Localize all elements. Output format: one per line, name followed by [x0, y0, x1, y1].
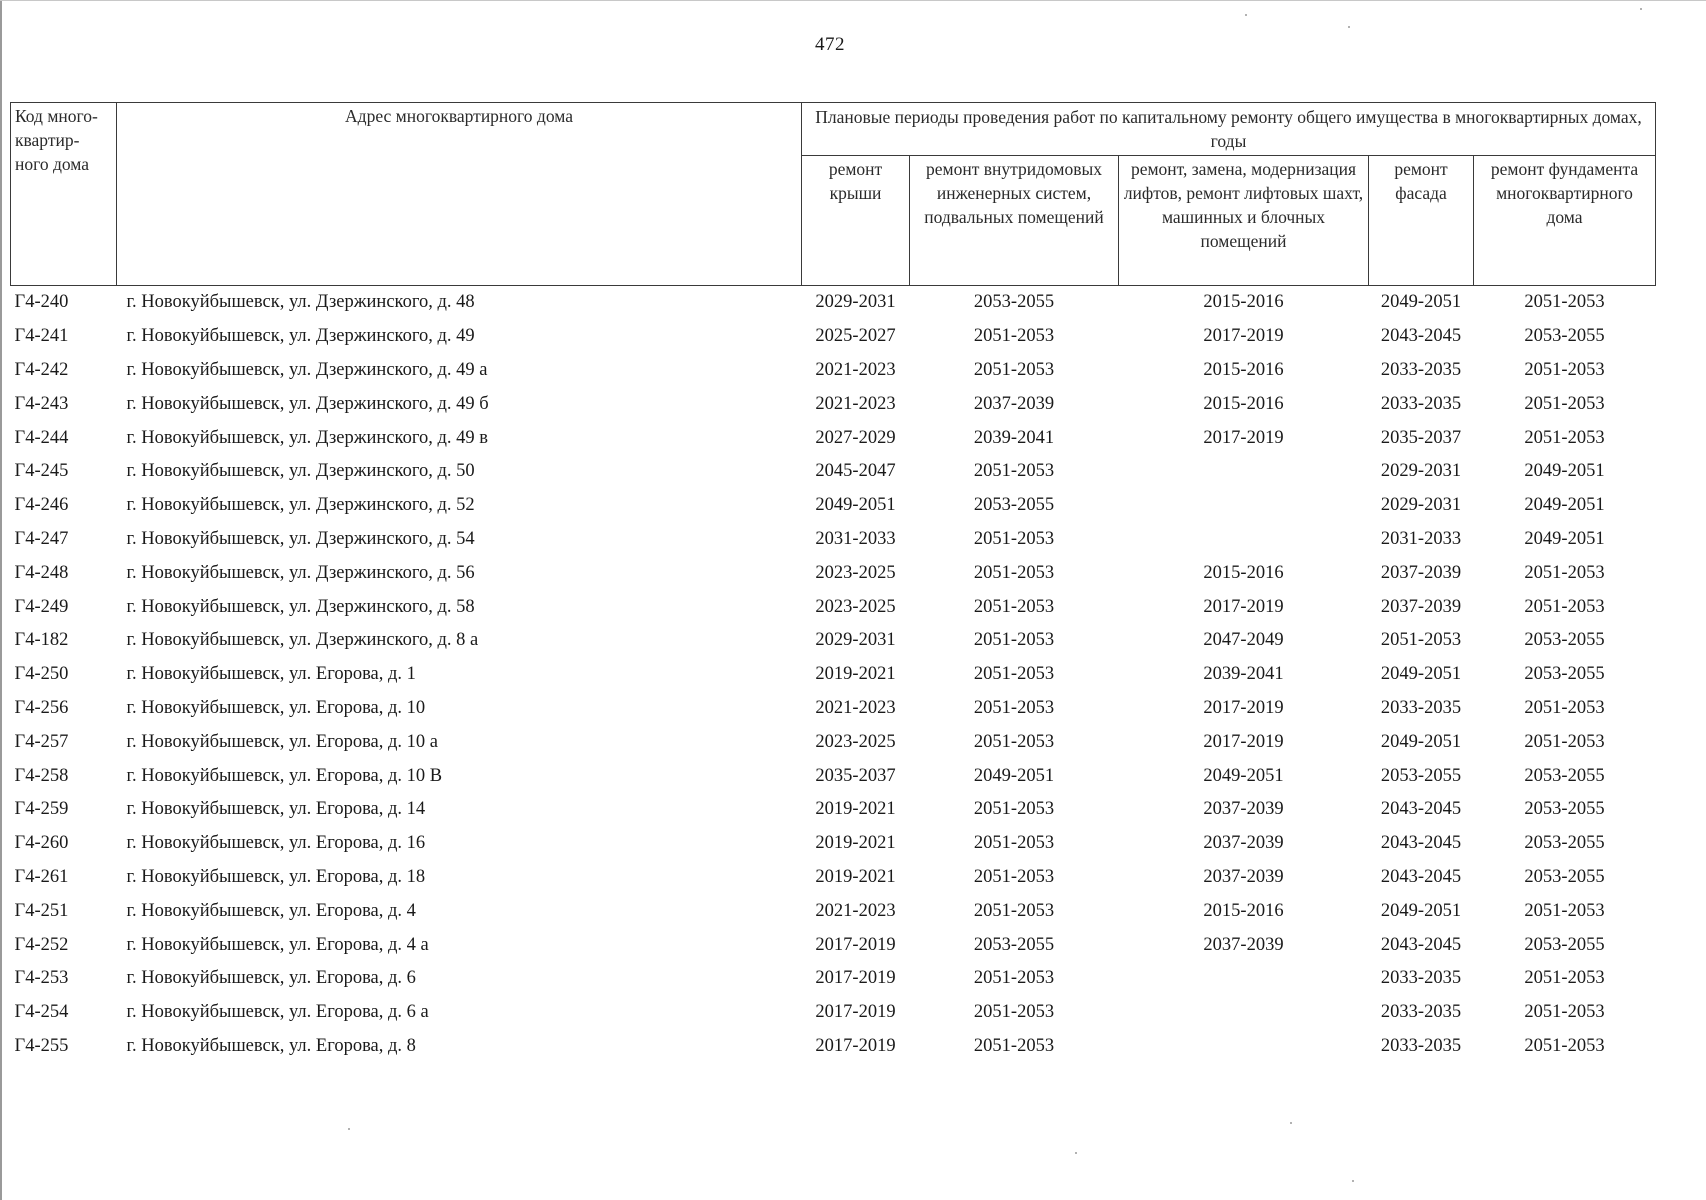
cell-address: г. Новокуйбышевск, ул. Егорова, д. 16 [126, 833, 426, 854]
cell-facade: 2029-2031 [1380, 461, 1462, 482]
table-row [11, 827, 1656, 861]
cell-lifts [1119, 996, 1369, 1030]
scan-speck [348, 1128, 350, 1130]
cell-facade: 2037-2039 [1380, 596, 1462, 617]
cell-lifts: 2037-2039 [1203, 833, 1284, 854]
table-body [11, 286, 1656, 1064]
cell-facade: 2043-2045 [1380, 866, 1462, 887]
cell-facade: 2033-2035 [1380, 359, 1462, 380]
cell-roof: 2017-2019 [815, 1002, 896, 1023]
cell-code: Г4-241 [14, 326, 69, 347]
table-row [11, 894, 1656, 928]
cell-engineering: 2053-2055 [973, 934, 1055, 955]
cell-lifts [1119, 962, 1369, 996]
cell-lifts [1119, 489, 1369, 523]
capital-repair-schedule-table [10, 102, 1656, 1063]
scan-speck [1348, 26, 1350, 28]
cell-facade: 2049-2051 [1380, 664, 1462, 685]
cell-engineering: 2051-2053 [973, 900, 1055, 921]
table-row [11, 928, 1656, 962]
cell-facade: 2043-2045 [1380, 833, 1462, 854]
cell-lifts: 2037-2039 [1203, 799, 1284, 820]
cell-foundation: 2053-2055 [1524, 833, 1605, 854]
cell-roof: 2027-2029 [815, 427, 896, 448]
cell-code: Г4-254 [14, 1002, 69, 1023]
table-row [11, 354, 1656, 388]
table-row [11, 658, 1656, 692]
scan-speck [1640, 8, 1642, 10]
cell-foundation: 2051-2053 [1524, 968, 1605, 989]
cell-lifts: 2017-2019 [1203, 596, 1284, 617]
cell-lifts [1119, 455, 1369, 489]
cell-facade: 2029-2031 [1380, 495, 1462, 516]
cell-lifts: 2015-2016 [1203, 393, 1284, 414]
header-code: Код много-квартир-ного дома [11, 103, 117, 286]
table-row [11, 996, 1656, 1030]
cell-code: Г4-182 [14, 630, 69, 651]
cell-address: г. Новокуйбышевск, ул. Егорова, д. 10 В [126, 765, 443, 786]
cell-engineering: 2051-2053 [973, 697, 1055, 718]
cell-foundation: 2049-2051 [1524, 495, 1605, 516]
table-row [11, 387, 1656, 421]
table-row [11, 861, 1656, 895]
cell-foundation: 2053-2055 [1524, 664, 1605, 685]
cell-roof: 2031-2033 [815, 528, 896, 549]
cell-facade: 2049-2051 [1380, 731, 1462, 752]
table-row [11, 692, 1656, 726]
cell-code: Г4-261 [14, 866, 69, 887]
header-roof: ремонт крыши [802, 156, 910, 286]
table-row [11, 455, 1656, 489]
cell-facade: 2033-2035 [1380, 1002, 1462, 1023]
cell-lifts: 2049-2051 [1203, 765, 1284, 786]
cell-roof: 2021-2023 [815, 900, 896, 921]
table-row [11, 759, 1656, 793]
cell-lifts: 2037-2039 [1203, 866, 1284, 887]
cell-code: Г4-246 [14, 495, 69, 516]
cell-lifts: 2037-2039 [1203, 934, 1284, 955]
cell-roof: 2017-2019 [815, 968, 896, 989]
table-row [11, 489, 1656, 523]
scan-speck [1245, 14, 1247, 16]
cell-roof: 2021-2023 [815, 697, 896, 718]
cell-foundation: 2049-2051 [1524, 528, 1605, 549]
cell-address: г. Новокуйбышевск, ул. Егорова, д. 1 [126, 664, 416, 685]
cell-facade: 2033-2035 [1380, 1035, 1462, 1056]
header-address: Адрес многоквартирного дома [117, 103, 802, 286]
cell-engineering: 2051-2053 [973, 359, 1055, 380]
cell-lifts: 2047-2049 [1203, 630, 1284, 651]
cell-foundation: 2053-2055 [1524, 765, 1605, 786]
cell-roof: 2019-2021 [815, 833, 896, 854]
cell-roof: 2019-2021 [815, 866, 896, 887]
cell-code: Г4-251 [14, 900, 69, 921]
cell-foundation: 2051-2053 [1524, 697, 1605, 718]
scan-speck [1075, 1152, 1077, 1154]
cell-lifts: 2015-2016 [1203, 292, 1284, 313]
cell-lifts: 2015-2016 [1203, 562, 1284, 583]
cell-address: г. Новокуйбышевск, ул. Дзержинского, д. 54 [126, 528, 475, 549]
cell-address: г. Новокуйбышевск, ул. Дзержинского, д. 8 а [126, 630, 479, 651]
cell-engineering: 2049-2051 [973, 765, 1055, 786]
header-lifts: ремонт, замена, модернизация лифтов, ремонт лифтовых шахт, машинных и блочных помещений [1119, 156, 1369, 286]
table-row [11, 523, 1656, 557]
cell-lifts: 2017-2019 [1203, 697, 1284, 718]
cell-lifts: 2039-2041 [1203, 664, 1284, 685]
table-header [11, 103, 1656, 286]
table-row [11, 286, 1656, 320]
cell-engineering: 2051-2053 [973, 664, 1055, 685]
cell-roof: 2017-2019 [815, 934, 896, 955]
cell-code: Г4-250 [14, 664, 69, 685]
cell-engineering: 2051-2053 [973, 833, 1055, 854]
cell-code: Г4-255 [14, 1035, 69, 1056]
table-row [11, 962, 1656, 996]
cell-engineering: 2039-2041 [973, 427, 1055, 448]
cell-engineering: 2051-2053 [973, 968, 1055, 989]
cell-code: Г4-240 [14, 292, 69, 313]
cell-engineering: 2051-2053 [973, 1035, 1055, 1056]
cell-facade: 2053-2055 [1380, 765, 1462, 786]
cell-address: г. Новокуйбышевск, ул. Егорова, д. 10 а [126, 731, 439, 752]
cell-foundation: 2053-2055 [1524, 934, 1605, 955]
cell-engineering: 2051-2053 [973, 630, 1055, 651]
cell-facade: 2035-2037 [1380, 427, 1462, 448]
cell-address: г. Новокуйбышевск, ул. Егорова, д. 8 [126, 1035, 416, 1056]
cell-facade: 2031-2033 [1380, 528, 1462, 549]
table-row [11, 725, 1656, 759]
cell-code: Г4-257 [14, 731, 69, 752]
cell-engineering: 2051-2053 [973, 1002, 1055, 1023]
cell-roof: 2029-2031 [815, 292, 896, 313]
scan-speck [1352, 1180, 1354, 1182]
page-left-edge [0, 0, 2, 1200]
cell-foundation: 2051-2053 [1524, 1002, 1605, 1023]
cell-roof: 2049-2051 [815, 495, 896, 516]
cell-foundation: 2051-2053 [1524, 596, 1605, 617]
cell-lifts: 2015-2016 [1203, 900, 1284, 921]
cell-address: г. Новокуйбышевск, ул. Егорова, д. 4 а [126, 934, 429, 955]
cell-address: г. Новокуйбышевск, ул. Дзержинского, д. 49 [126, 326, 475, 347]
cell-engineering: 2051-2053 [973, 528, 1055, 549]
scan-speck [1290, 1122, 1292, 1124]
cell-engineering: 2051-2053 [973, 461, 1055, 482]
cell-facade: 2037-2039 [1380, 562, 1462, 583]
cell-code: Г4-248 [14, 562, 69, 583]
page-number: 472 [815, 34, 845, 55]
cell-lifts: 2017-2019 [1203, 427, 1284, 448]
cell-facade: 2043-2045 [1380, 934, 1462, 955]
cell-address: г. Новокуйбышевск, ул. Дзержинского, д. 50 [126, 461, 475, 482]
cell-code: Г4-256 [14, 697, 69, 718]
cell-code: Г4-259 [14, 799, 69, 820]
cell-engineering: 2053-2055 [973, 292, 1055, 313]
cell-facade: 2043-2045 [1380, 799, 1462, 820]
cell-address: г. Новокуйбышевск, ул. Дзержинского, д. 56 [126, 562, 475, 583]
cell-code: Г4-242 [14, 359, 69, 380]
cell-foundation: 2051-2053 [1524, 1035, 1605, 1056]
cell-foundation: 2051-2053 [1524, 427, 1605, 448]
cell-engineering: 2051-2053 [973, 731, 1055, 752]
cell-roof: 2045-2047 [815, 461, 896, 482]
cell-foundation: 2053-2055 [1524, 326, 1605, 347]
cell-facade: 2049-2051 [1380, 900, 1462, 921]
cell-facade: 2043-2045 [1380, 326, 1462, 347]
cell-code: Г4-247 [14, 528, 69, 549]
cell-code: Г4-244 [14, 427, 69, 448]
cell-foundation: 2051-2053 [1524, 393, 1605, 414]
table-row [11, 320, 1656, 354]
cell-code: Г4-253 [14, 968, 69, 989]
cell-lifts: 2017-2019 [1203, 731, 1284, 752]
table-row [11, 624, 1656, 658]
cell-foundation: 2053-2055 [1524, 799, 1605, 820]
cell-address: г. Новокуйбышевск, ул. Егорова, д. 6 [126, 968, 416, 989]
page-top-edge [0, 0, 1706, 1]
cell-foundation: 2049-2051 [1524, 461, 1605, 482]
cell-address: г. Новокуйбышевск, ул. Дзержинского, д. 52 [126, 495, 475, 516]
cell-facade: 2033-2035 [1380, 968, 1462, 989]
cell-roof: 2023-2025 [815, 562, 896, 583]
header-planned-periods: Плановые периоды проведения работ по капитальному ремонту общего имущества в многоквартирных домах, годы [802, 103, 1656, 156]
cell-foundation: 2053-2055 [1524, 630, 1605, 651]
cell-facade: 2049-2051 [1380, 292, 1462, 313]
cell-code: Г4-243 [14, 393, 69, 414]
cell-facade: 2033-2035 [1380, 393, 1462, 414]
header-facade: ремонт фасада [1369, 156, 1474, 286]
cell-code: Г4-249 [14, 596, 69, 617]
cell-foundation: 2051-2053 [1524, 359, 1605, 380]
cell-foundation: 2051-2053 [1524, 900, 1605, 921]
table-row [11, 421, 1656, 455]
cell-engineering: 2051-2053 [973, 866, 1055, 887]
cell-roof: 2019-2021 [815, 664, 896, 685]
cell-foundation: 2051-2053 [1524, 562, 1605, 583]
cell-code: Г4-252 [14, 934, 69, 955]
header-engineering: ремонт внутридомовых инженерных систем, подвальных помещений [910, 156, 1119, 286]
cell-address: г. Новокуйбышевск, ул. Дзержинского, д. 49 а [126, 359, 488, 380]
cell-foundation: 2051-2053 [1524, 731, 1605, 752]
table-row [11, 793, 1656, 827]
cell-address: г. Новокуйбышевск, ул. Дзержинского, д. 58 [126, 596, 475, 617]
cell-address: г. Новокуйбышевск, ул. Егорова, д. 18 [126, 866, 426, 887]
table-row [11, 1030, 1656, 1064]
cell-address: г. Новокуйбышевск, ул. Егорова, д. 4 [126, 900, 416, 921]
cell-roof: 2035-2037 [815, 765, 896, 786]
cell-roof: 2023-2025 [815, 596, 896, 617]
cell-roof: 2029-2031 [815, 630, 896, 651]
cell-roof: 2019-2021 [815, 799, 896, 820]
cell-roof: 2023-2025 [815, 731, 896, 752]
cell-engineering: 2051-2053 [973, 799, 1055, 820]
cell-address: г. Новокуйбышевск, ул. Егорова, д. 10 [126, 697, 426, 718]
cell-engineering: 2051-2053 [973, 326, 1055, 347]
cell-address: г. Новокуйбышевск, ул. Дзержинского, д. 48 [126, 292, 475, 313]
cell-engineering: 2051-2053 [973, 596, 1055, 617]
cell-foundation: 2051-2053 [1524, 292, 1605, 313]
header-foundation: ремонт фундамента многоквартирного дома [1474, 156, 1656, 286]
cell-code: Г4-245 [14, 461, 69, 482]
cell-engineering: 2053-2055 [973, 495, 1055, 516]
cell-facade: 2033-2035 [1380, 697, 1462, 718]
cell-roof: 2021-2023 [815, 393, 896, 414]
cell-engineering: 2051-2053 [973, 562, 1055, 583]
cell-address: г. Новокуйбышевск, ул. Егорова, д. 6 а [126, 1002, 429, 1023]
cell-address: г. Новокуйбышевск, ул. Егорова, д. 14 [126, 799, 426, 820]
cell-roof: 2021-2023 [815, 359, 896, 380]
cell-code: Г4-258 [14, 765, 69, 786]
table-row [11, 590, 1656, 624]
cell-roof: 2025-2027 [815, 326, 896, 347]
cell-lifts: 2015-2016 [1203, 359, 1284, 380]
cell-roof: 2017-2019 [815, 1035, 896, 1056]
cell-code: Г4-260 [14, 833, 69, 854]
cell-address: г. Новокуйбышевск, ул. Дзержинского, д. 49 б [126, 393, 489, 414]
cell-engineering: 2037-2039 [973, 393, 1055, 414]
cell-lifts [1119, 1030, 1369, 1064]
cell-foundation: 2053-2055 [1524, 866, 1605, 887]
cell-lifts: 2017-2019 [1203, 326, 1284, 347]
header-row-main [11, 103, 1656, 156]
table-row [11, 556, 1656, 590]
cell-facade: 2051-2053 [1380, 630, 1462, 651]
cell-address: г. Новокуйбышевск, ул. Дзержинского, д. 49 в [126, 427, 488, 448]
cell-lifts [1119, 523, 1369, 557]
